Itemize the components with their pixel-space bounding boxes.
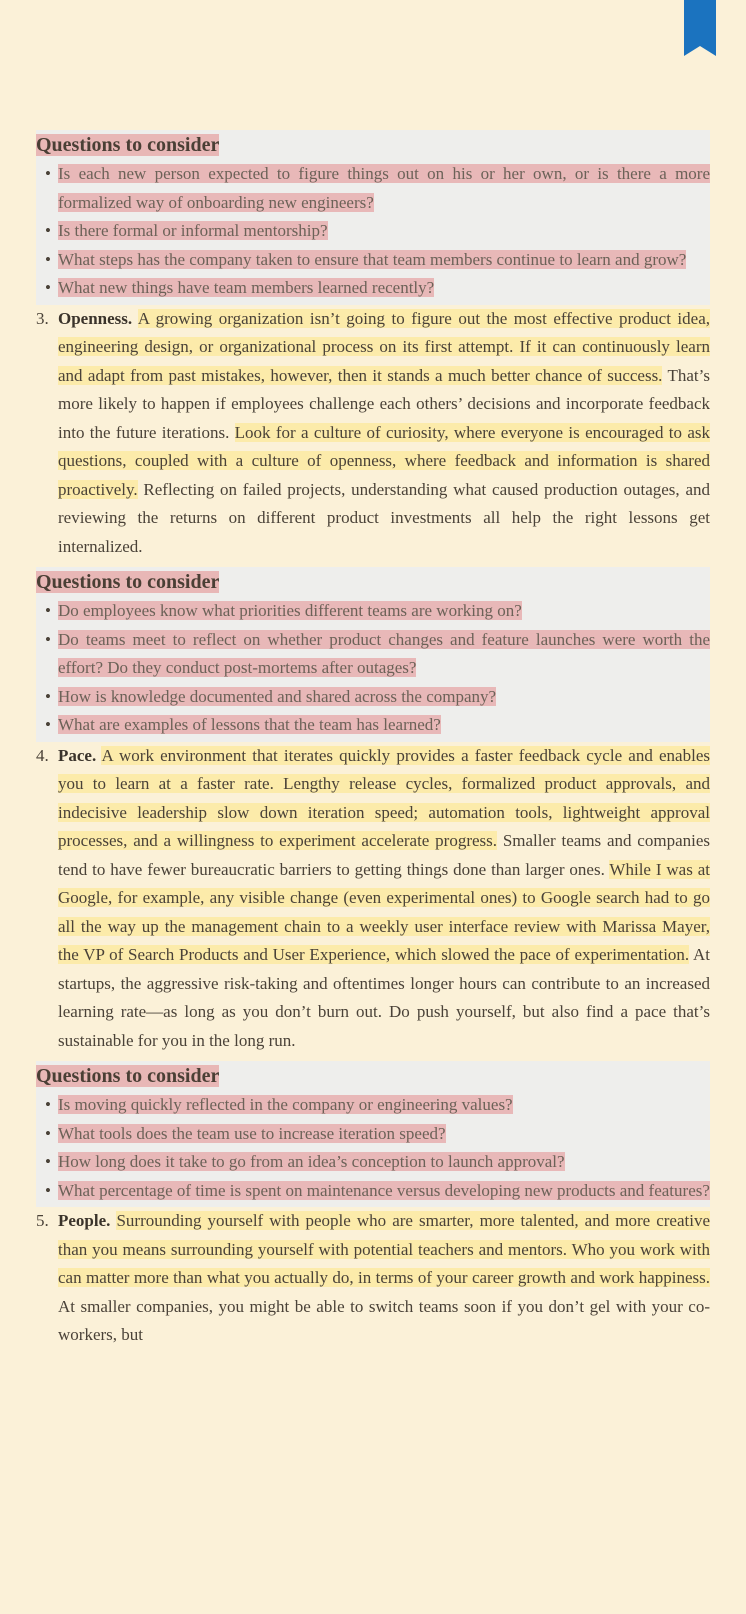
list-item: • Is moving quickly reflected in the company or engineering values? bbox=[58, 1091, 710, 1120]
questions-heading: Questions to consider bbox=[36, 134, 220, 156]
highlight[interactable]: Surrounding yourself with people who are smarter, more talented, and more creative than you means surrounding yourself with potential teachers and mentors. Who you work with can matter more than what you actually do, in terms of your career growth and work happiness. bbox=[58, 1211, 710, 1287]
list-item: • What are examples of lessons that the team has learned? bbox=[58, 711, 710, 740]
questions-box-3 bbox=[36, 1061, 710, 1207]
bookmark-icon[interactable] bbox=[684, 0, 716, 56]
highlight[interactable]: While I was at Google, for example, any visible change (even experimental ones) to Google search had to go all the way up the management chain to a weekly user interface review with Marissa Mayer, the VP of Search Products and User Experience, which slowed the pace of experimentation. bbox=[58, 859, 710, 964]
questions-heading: Questions to consider bbox=[36, 1065, 220, 1087]
paragraph-pace: 4. Pace. A work environment that iterates quickly provides a faster feedback cycle and enables you to learn at a faster rate. Lengthy release cycles, formalized product approvals, and indecisive leadership slow down iteration speed; automation tools, lightweight approval processes, and a willingness to experiment accelerate progress. Smaller teams and companies tend to have fewer bureaucratic barriers to getting things done than larger ones. While I was at Google, for example, any visible change (even experimental ones) to Google search had to go all the way up the management chain to a weekly user interface review with Marissa Mayer, the VP of Search Products and User Experience, which slowed the pace of experimentation. At startups, the aggressive risk-taking and oftentimes longer hours can contribute to an increased learning rate—as long as you don’t burn out. Do push yourself, but also find a pace that’s sustainable for you in the long run. bbox=[36, 745, 711, 1050]
highlight[interactable]: Look for a culture of curiosity, where everyone is encouraged to ask questions, coupled with a culture of openness, where feedback and information is shared proactively. bbox=[58, 422, 710, 499]
questions-list bbox=[36, 160, 710, 303]
list-item: • How is knowledge documented and shared across the company? bbox=[58, 683, 710, 712]
list-item: • Do teams meet to reflect on whether product changes and feature launches were worth the effort? Do they conduct post-mortems after outages? bbox=[58, 626, 710, 683]
list-item: • What steps has the company taken to ensure that team members continue to learn and grow? bbox=[58, 246, 710, 275]
questions-heading: Questions to consider bbox=[36, 571, 220, 593]
list-item: • How long does it take to go from an idea’s conception to launch approval? bbox=[58, 1148, 710, 1177]
questions-box-1 bbox=[36, 130, 710, 305]
list-item: • Is there formal or informal mentorship? bbox=[58, 217, 710, 246]
questions-list bbox=[36, 597, 710, 740]
list-item: • What tools does the team use to increase iteration speed? bbox=[58, 1120, 710, 1149]
questions-list bbox=[36, 1091, 710, 1205]
highlight[interactable]: A growing organization isn’t going to figure out the most effective product idea, engineering design, or organizational process on its first attempt. If it can continuously learn and adapt from past mistakes, however, then it stands a much better chance of success. bbox=[58, 308, 710, 385]
list-item: • What percentage of time is spent on maintenance versus developing new products and features? bbox=[58, 1177, 710, 1206]
questions-box-2 bbox=[36, 567, 710, 742]
book-page bbox=[36, 130, 710, 1350]
list-item: • Is each new person expected to figure things out on his or her own, or is there a more formalized way of onboarding new engineers? bbox=[58, 160, 710, 217]
list-item: • What new things have team members learned recently? bbox=[58, 274, 710, 303]
paragraph-people: 5. People. Surrounding yourself with people who are smarter, more talented, and more creative than you means surrounding yourself with potential teachers and mentors. Who you work with can matter more than what you actually do, in terms of your career growth and work happiness. At smaller companies, you might be able to switch teams soon if you don’t gel with your co-workers, but bbox=[36, 1211, 710, 1344]
list-item: • Do employees know what priorities different teams are working on? bbox=[58, 597, 710, 626]
paragraph-openness: 3. Openness. A growing organization isn’t going to figure out the most effective product idea, engineering design, or organizational process on its first attempt. If it can continuously learn and adapt from past mistakes, however, then it stands a much better chance of success. That’s more likely to happen if employees challenge each others’ decisions and incorporate feedback into the future iterations. Look for a culture of curiosity, where everyone is encouraged to ask questions, coupled with a culture of openness, where feedback and information is shared proactively. Reflecting on failed projects, understanding what caused production outages, and reviewing the returns on different product investments all help the right lessons get internalized. bbox=[36, 308, 710, 556]
highlight[interactable]: A work environment that iterates quickly provides a faster feedback cycle and enables you to learn at a faster rate. Lengthy release cycles, formalized product approvals, and indecisive leadership slow down iteration speed; automation tools, lightweight approval processes, and a willingness to experiment accelerate progress. bbox=[58, 745, 710, 850]
